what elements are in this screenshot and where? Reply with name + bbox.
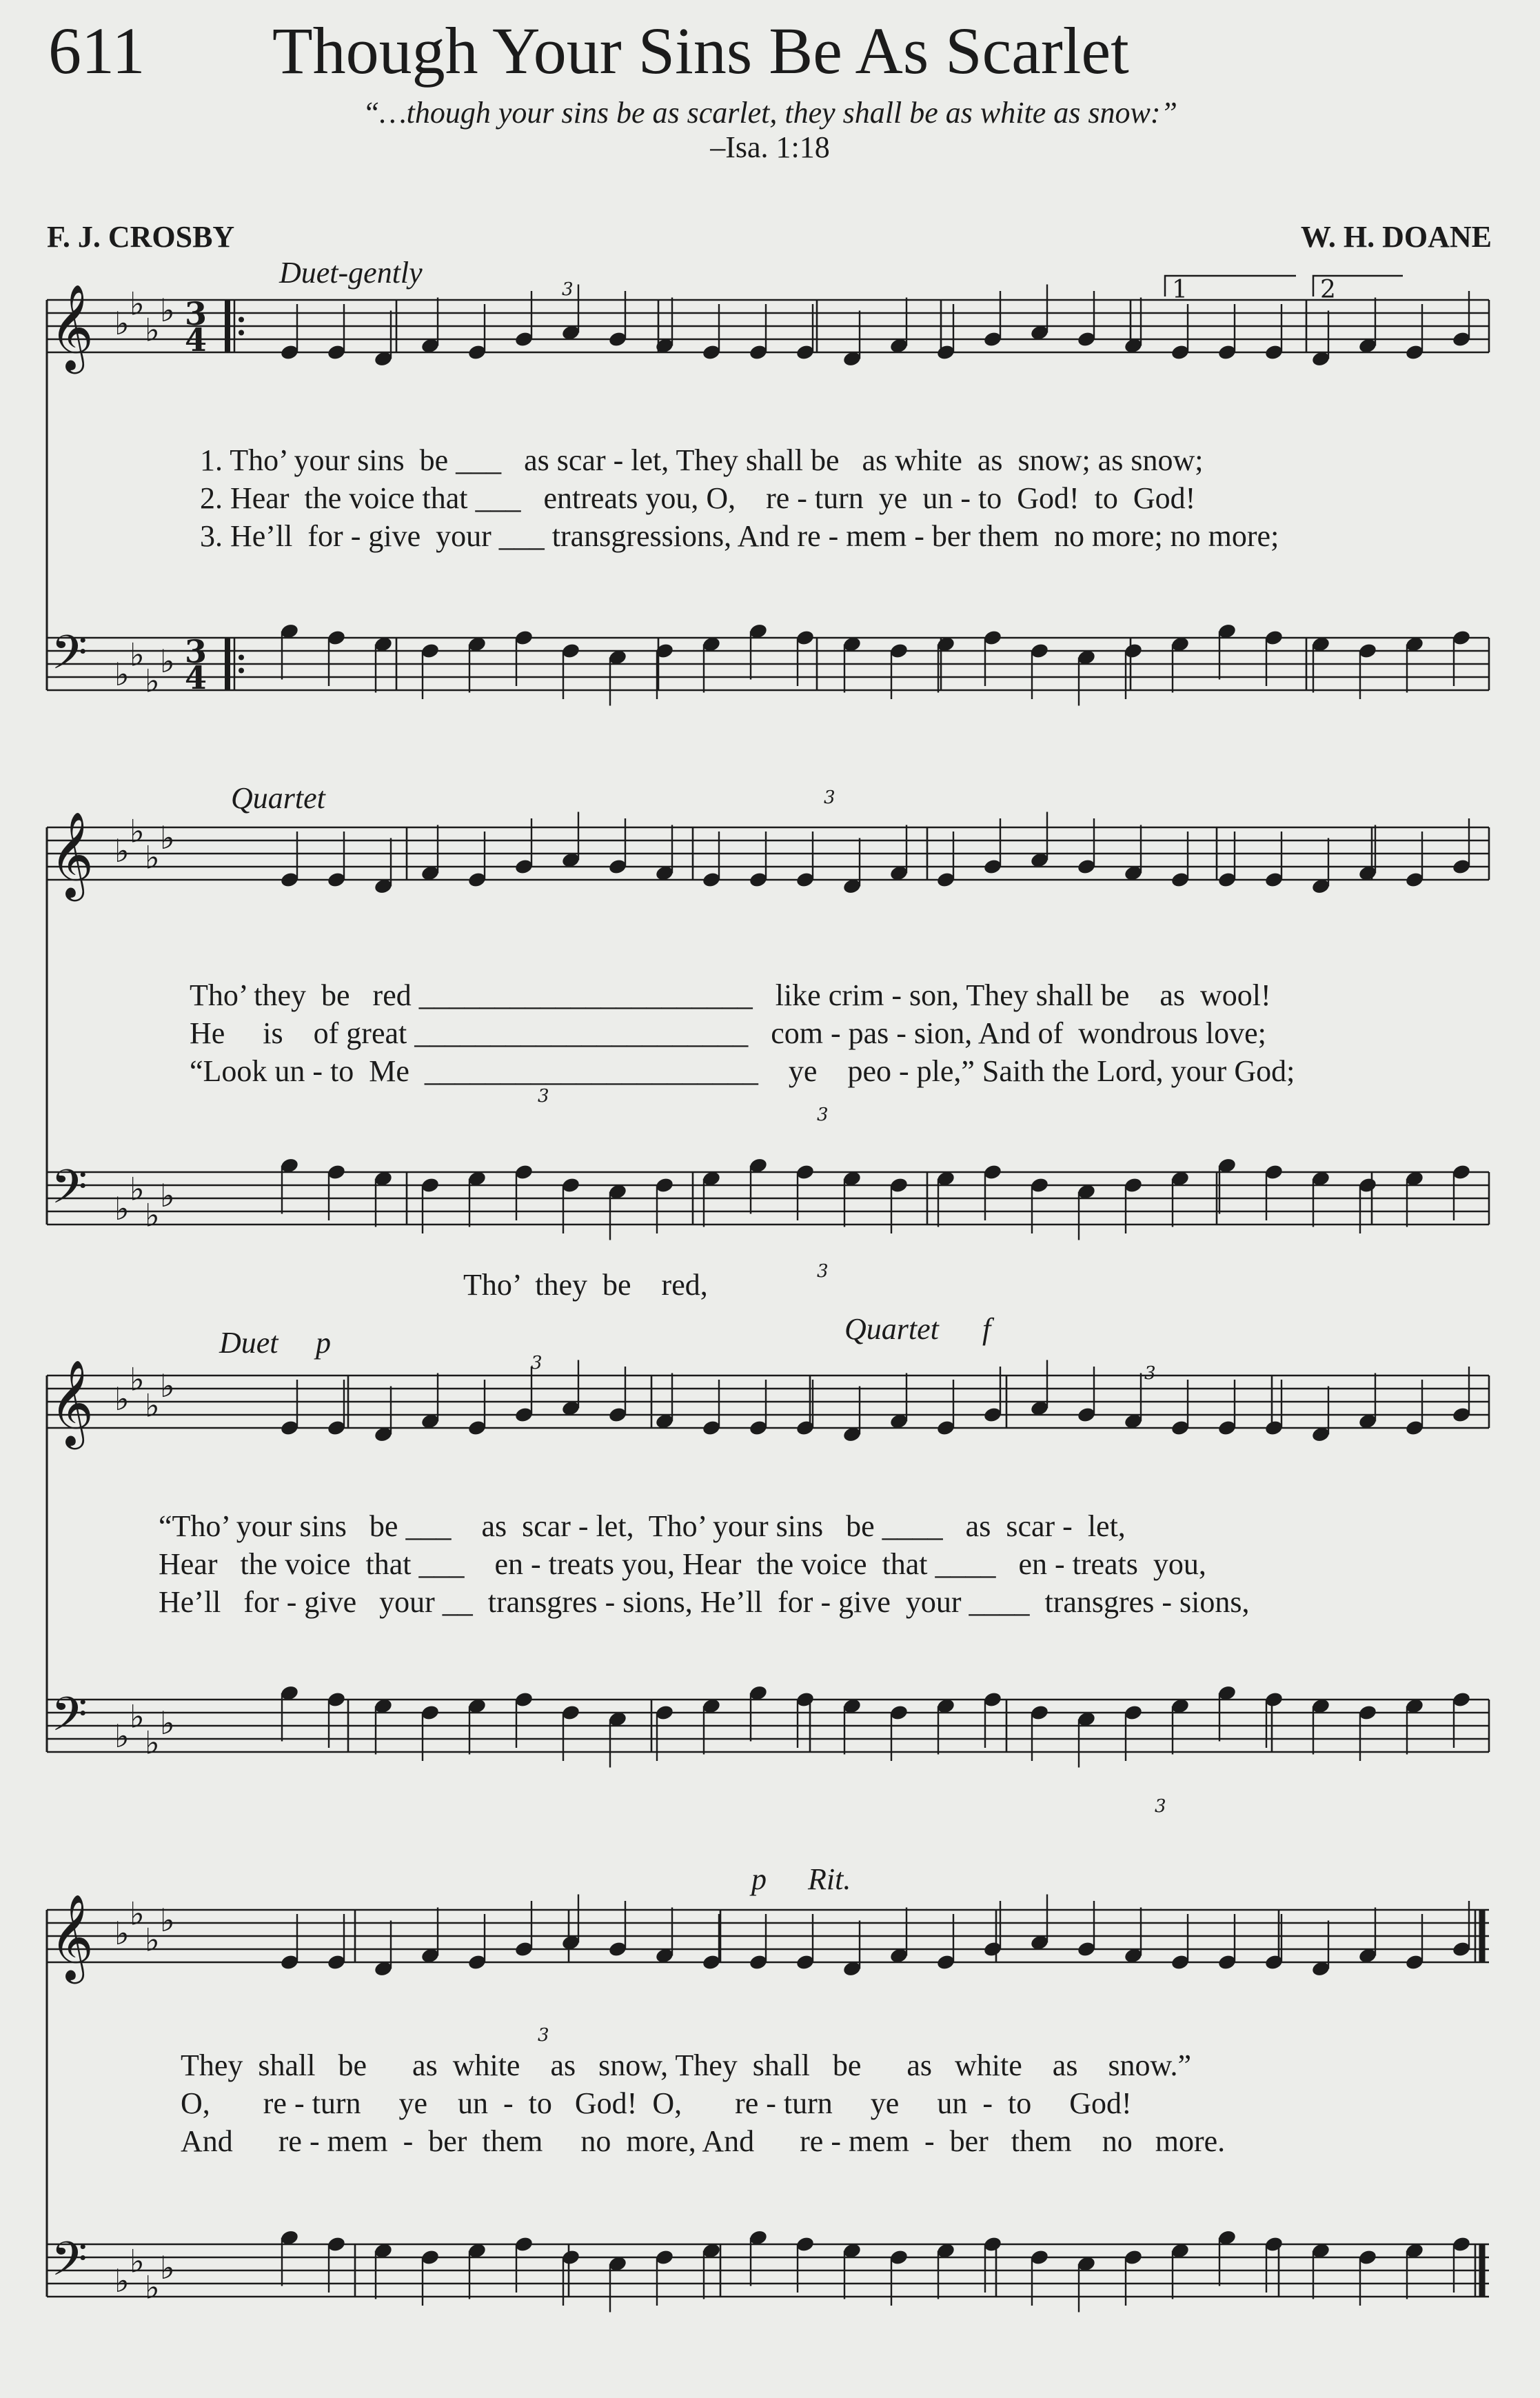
verse-3-line-4: And re - mem - ber them no more, And re - mem - ber them no more.	[181, 2124, 1226, 2158]
key-signature-flat: ♭	[160, 2249, 175, 2286]
direction-quartet-2: Quartet	[844, 1312, 939, 1346]
key-signature-flat: ♭	[145, 1196, 160, 1234]
dynamic-p-rit: p	[751, 1862, 767, 1896]
dynamic-f: f	[982, 1312, 991, 1346]
key-signature-flat: ♭	[145, 662, 160, 700]
direction-duet: Duet	[219, 1326, 278, 1360]
repeat-dot	[239, 655, 244, 661]
key-signature-flat: ♭	[145, 1387, 160, 1424]
hymn-number: 611	[48, 14, 145, 88]
time-signature-bottom: 4	[185, 321, 207, 359]
verse-2-line-1: 2. Hear the voice that ___ entreats you, O, re - turn ye un - to God! to God!	[200, 481, 1196, 515]
triplet-mark: 3	[817, 1105, 829, 1125]
verse-1-line-3: “Tho’ your sins be ___ as scar - let, Tho’ your sins be ____ as scar - let,	[159, 1509, 1126, 1543]
key-signature-flat: ♭	[145, 1724, 160, 1762]
bass-echo-text: Tho’ they be red,	[463, 1268, 708, 1302]
key-signature-flat: ♭	[145, 2268, 160, 2306]
triplet-mark: 3	[1155, 1796, 1166, 1817]
key-signature-flat: ♭	[114, 656, 130, 693]
treble-clef: 𝄞	[50, 284, 94, 370]
direction-duet-gently: Duet-gently	[279, 256, 423, 290]
key-signature-flat: ♭	[145, 1921, 160, 1959]
key-signature-flat: ♭	[130, 1697, 145, 1735]
bass-clef: 𝄢	[51, 1160, 88, 1226]
scripture-epigraph: “…though your sins be as scarlet, they shall be as white as snow:”	[363, 96, 1177, 130]
key-signature-flat: ♭	[145, 311, 160, 349]
time-signature-bottom: 4	[185, 659, 207, 696]
triplet-mark: 3	[1144, 1363, 1156, 1384]
hymn-title: Though Your Sins Be As Scarlet	[272, 14, 1129, 88]
key-signature-flat: ♭	[160, 1367, 175, 1404]
bass-clef: 𝄢	[51, 626, 88, 692]
repeat-dot	[239, 668, 244, 674]
triplet-mark: 3	[562, 279, 574, 300]
verse-2-line-2: He is of great ______________________ com - pas - sion, And of wondrous love;	[190, 1016, 1266, 1050]
key-signature-flat: ♭	[130, 2242, 145, 2280]
key-signature-flat: ♭	[114, 305, 130, 342]
treble-clef: 𝄞	[50, 1894, 94, 1980]
dynamic-p: p	[316, 1326, 331, 1360]
triplet-mark: 3	[824, 787, 835, 808]
key-signature-flat: ♭	[114, 1717, 130, 1755]
repeat-dot	[239, 317, 244, 323]
verse-1-line-1: 1. Tho’ your sins be ___ as scar - let, They shall be as white as snow; as snow;	[200, 443, 1204, 477]
bass-clef: 𝄢	[51, 2233, 88, 2298]
verse-1-line-4: They shall be as white as snow, They shall be as white as snow.”	[181, 2048, 1192, 2082]
direction-quartet: Quartet	[231, 781, 325, 815]
triplet-mark: 3	[538, 2025, 549, 2046]
treble-clef: 𝄞	[50, 1360, 94, 1446]
key-signature-flat: ♭	[114, 1380, 130, 1418]
key-signature-flat: ♭	[114, 2262, 130, 2299]
key-signature-flat: ♭	[114, 1190, 130, 1227]
key-signature-flat: ♭	[114, 832, 130, 869]
key-signature-flat: ♭	[130, 1895, 145, 1933]
verse-1-line-2: Tho’ they be red ______________________ like crim - son, They shall be as wool!	[190, 978, 1271, 1012]
bass-clef: 𝄢	[51, 1688, 88, 1753]
key-signature-flat: ♭	[130, 285, 145, 323]
key-signature-flat: ♭	[160, 643, 175, 680]
verse-2-line-4: O, re - turn ye un - to God! O, re - turn ye un - to God!	[181, 2086, 1132, 2120]
key-signature-flat: ♭	[160, 1704, 175, 1742]
time-signature-top: 3	[185, 633, 207, 670]
triplet-mark: 3	[817, 1261, 829, 1282]
key-signature-flat: ♭	[160, 819, 175, 856]
key-signature-flat: ♭	[130, 1360, 145, 1398]
key-signature-flat: ♭	[160, 1177, 175, 1214]
verse-2-line-3: Hear the voice that ___ en - treats you, Hear the voice that ____ en - treats you,	[159, 1547, 1206, 1581]
repeat-dot	[239, 330, 244, 336]
first-ending-number: 1	[1172, 276, 1188, 304]
key-signature-flat: ♭	[130, 1170, 145, 1208]
key-signature-flat: ♭	[130, 812, 145, 850]
composer-credit: W. H. DOANE	[1300, 220, 1492, 254]
scripture-reference: –Isa. 1:18	[710, 130, 830, 164]
lyricist-credit: F. J. CROSBY	[47, 220, 235, 254]
verse-3-line-1: 3. He’ll for - give your ___ transgressions, And re - mem - ber them no more; no more;	[200, 519, 1279, 553]
verse-3-line-2: “Look un - to Me ______________________ ye peo - ple,” Saith the Lord, your God;	[190, 1054, 1295, 1088]
key-signature-flat: ♭	[160, 292, 175, 329]
verse-3-line-3: He’ll for - give your __ transgres - sions, He’ll for - give your ____ transgres - sions,	[159, 1585, 1250, 1619]
key-signature-flat: ♭	[130, 636, 145, 674]
time-signature-top: 3	[185, 295, 207, 332]
tempo-rit: Rit.	[808, 1862, 851, 1896]
triplet-mark: 3	[538, 1086, 549, 1107]
second-ending-number: 2	[1320, 276, 1336, 304]
key-signature-flat: ♭	[114, 1915, 130, 1952]
triplet-mark: 3	[531, 1353, 543, 1373]
treble-clef: 𝄞	[50, 812, 94, 898]
key-signature-flat: ♭	[145, 838, 160, 876]
key-signature-flat: ♭	[160, 1902, 175, 1939]
